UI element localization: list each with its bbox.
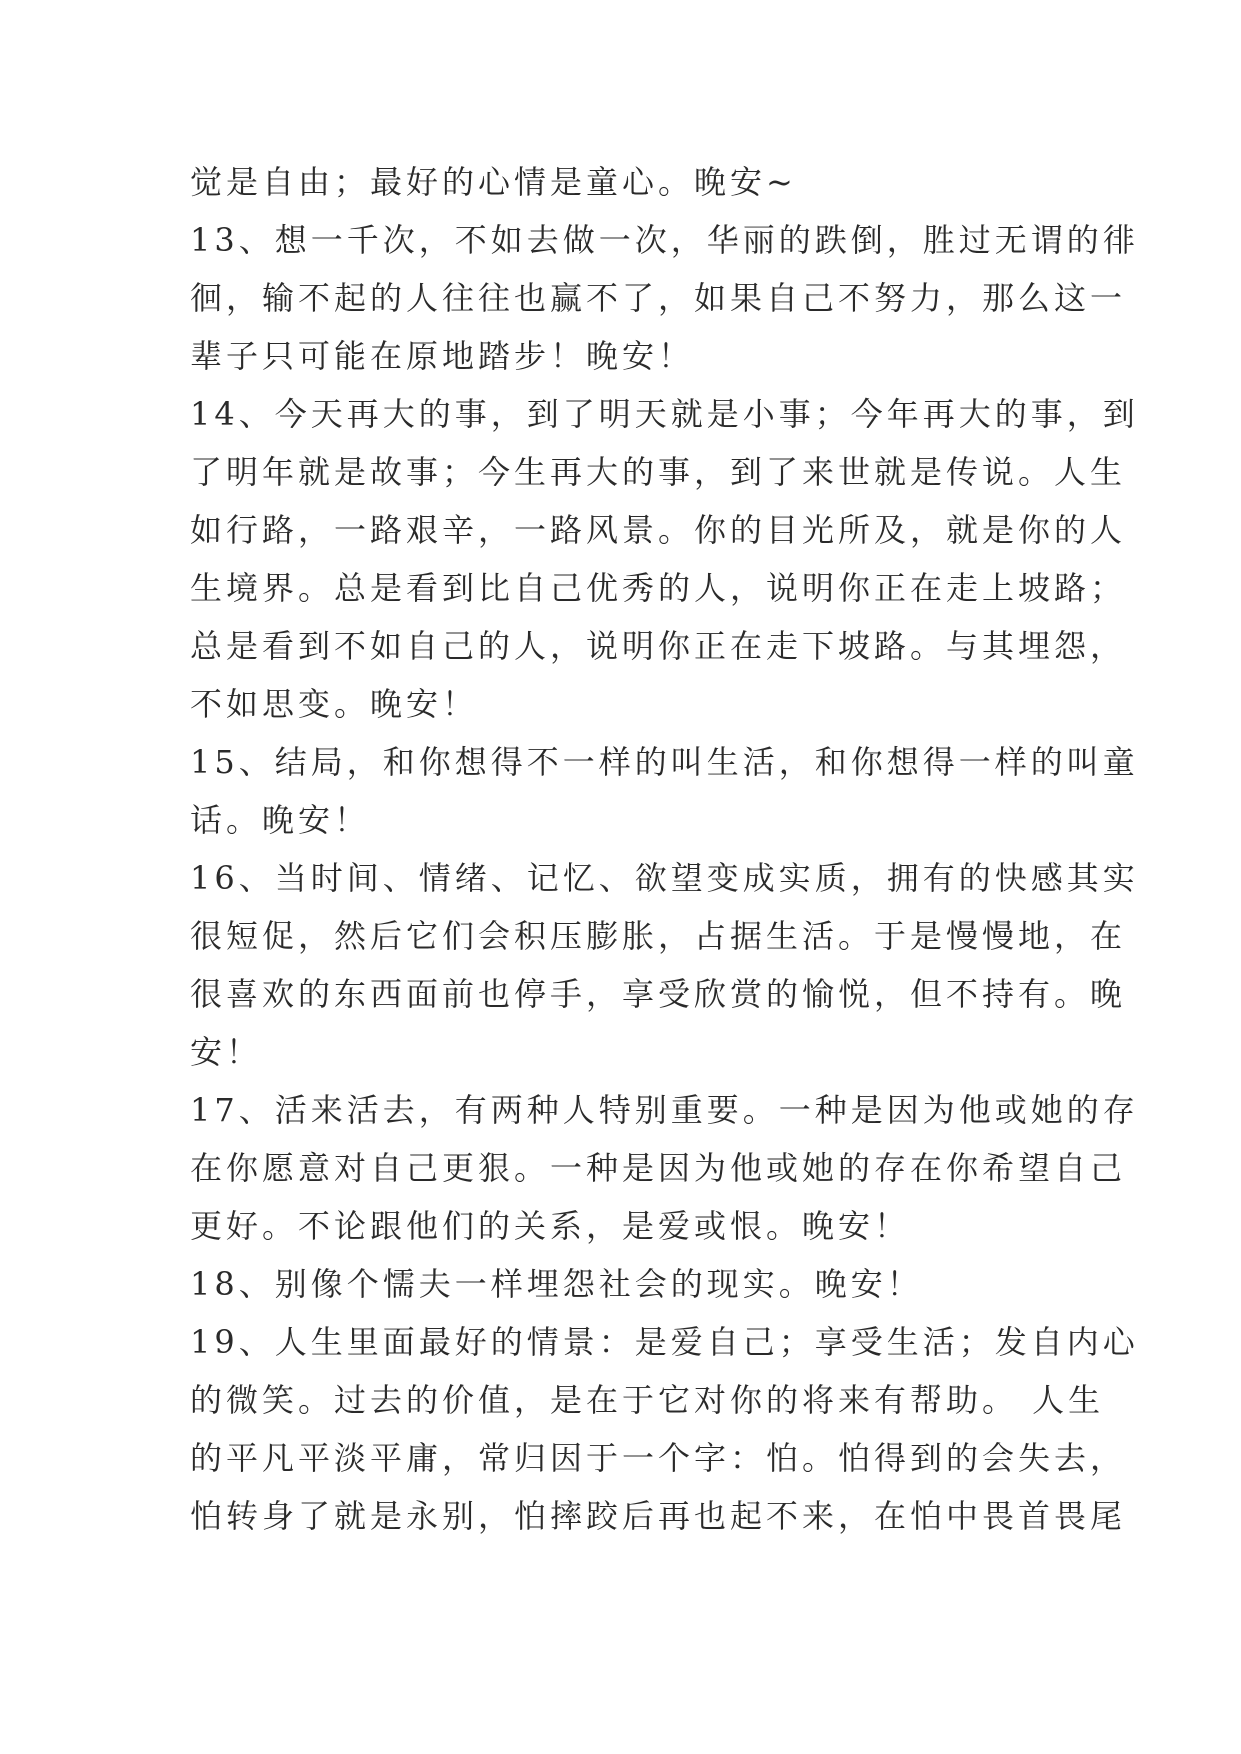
text-line: 安！ (190, 1033, 263, 1071)
text-line: 话。晚安！ (190, 801, 371, 839)
text-line: 19、人生里面最好的情景：是爱自己；享受生活；发自内心 (190, 1323, 1139, 1361)
text-line: 在你愿意对自己更狠。一种是因为他或她的存在你希望自己 (190, 1149, 1127, 1187)
text-line: 18、别像个懦夫一样埋怨社会的现实。晚安！ (190, 1265, 923, 1303)
text-line: 生境界。总是看到比自己优秀的人，说明你正在走上坡路； (190, 569, 1127, 607)
text-line: 怕转身了就是永别，怕摔跤后再也起不来，在怕中畏首畏尾 (190, 1497, 1127, 1535)
text-line: 13、想一千次，不如去做一次，华丽的跌倒，胜过无谓的徘 (190, 221, 1139, 259)
text-line: 15、结局，和你想得不一样的叫生活，和你想得一样的叫童 (190, 743, 1139, 781)
text-line: 徊，输不起的人往往也赢不了，如果自己不努力，那么这一 (190, 279, 1127, 317)
text-line: 辈子只可能在原地踏步！晚安！ (190, 337, 695, 375)
text-line: 更好。不论跟他们的关系，是爱或恨。晚安！ (190, 1207, 911, 1245)
text-line: 14、今天再大的事，到了明天就是小事；今年再大的事，到 (190, 395, 1139, 433)
text-line: 16、当时间、情绪、记忆、欲望变成实质，拥有的快感其实 (190, 859, 1139, 897)
text-line: 总是看到不如自己的人，说明你正在走下坡路。与其埋怨， (190, 627, 1127, 665)
text-line: 的平凡平淡平庸，常归因于一个字：怕。怕得到的会失去， (190, 1439, 1127, 1477)
text-line: 17、活来活去，有两种人特别重要。一种是因为他或她的存 (190, 1091, 1139, 1129)
text-line: 的微笑。过去的价值，是在于它对你的将来有帮助。 人生 (190, 1381, 1105, 1419)
body-text (190, 153, 1139, 1545)
text-line: 觉是自由；最好的心情是童心。晚安~ (190, 163, 797, 201)
text-line: 了明年就是故事；今生再大的事，到了来世就是传说。人生 (190, 453, 1127, 491)
text-line: 很喜欢的东西面前也停手，享受欣赏的愉悦，但不持有。晚 (190, 975, 1127, 1013)
text-line: 如行路，一路艰辛，一路风景。你的目光所及，就是你的人 (190, 511, 1127, 549)
text-line: 很短促，然后它们会积压膨胀，占据生活。于是慢慢地，在 (190, 917, 1127, 955)
text-line: 不如思变。晚安！ (190, 685, 479, 723)
